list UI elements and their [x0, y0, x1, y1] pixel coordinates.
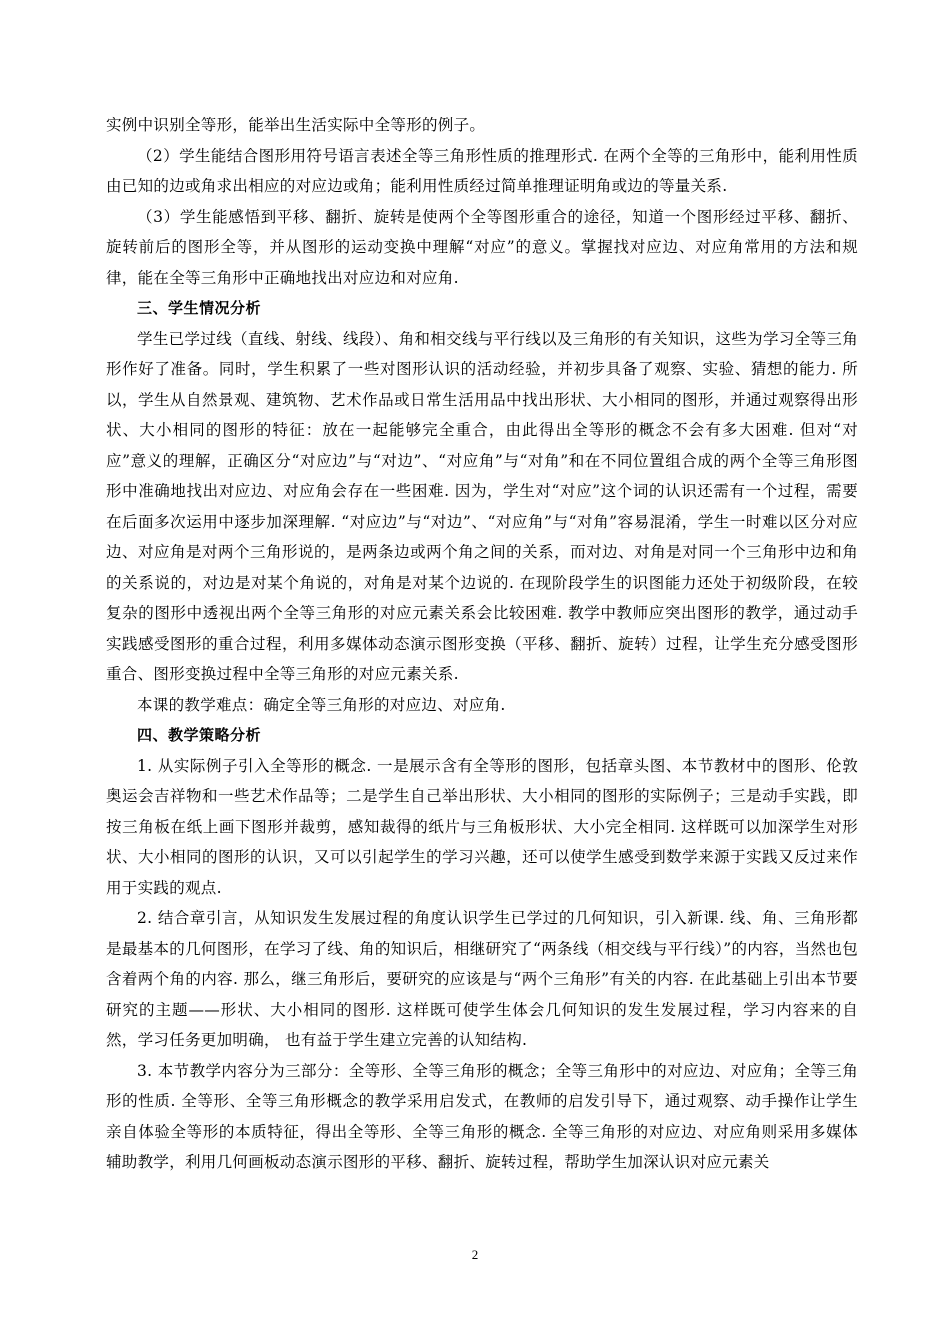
paragraph-student-analysis: 学生已学过线（直线、射线、线段）、角和相交线与平行线以及三角形的有关知识，这些为学习全等三角形作好了准备。同时，学生积累了一些对图形认识的活动经验，并初步具备了观察、实验、猜想的能力. 所以，学生从自然景观、建筑物、艺术作品或日常生活用品中找出形状、大小相同的图形，并通过观察得出形状、大小相同的图形的特征：放在一起能够完全重合，由此得出全等形的概念不会有多大困难. 但对“对应”意义的理解，正确区分“对应边”与“对边”、“对应角”与“对角”和在不同位置组合成的两个全等三角形图形中准确地找出对应边、对应角会存在一些困难. 因为，学生对“对应”这个词的认识还需有一个过程，需要在后面多次运用中逐步加深理解. “对应边”与“对边”、“对应角”与“对角”容易混淆，学生一时难以区分对应边、对应角是对两个三角形说的，是两条边或两个角之间的关系，而对边、对角是对同一个三角形中边和角的关系说的，对边是对某个角说的，对角是对某个边说的. 在现阶段学生的识图能力还处于初级阶段，在较复杂的图形中透视出两个全等三角形的对应元素关系会比较困难. 教学中教师应突出图形的教学，通过动手实践感受图形的重合过程，利用多媒体动态演示图形变换（平移、翻折、旋转）过程，让学生充分感受图形重合、图形变换过程中全等三角形的对应元素关系. — [106, 329, 858, 683]
paragraph-teaching-difficulty: 本课的教学难点：确定全等三角形的对应边、对应角. — [137, 695, 506, 714]
page-number: 2 — [471, 1247, 479, 1262]
paragraph-continuation: 实例中识别全等形，能举出生活实际中全等形的例子。 — [106, 116, 486, 134]
section-heading-teaching-strategy: 四、教学策略分析 — [137, 726, 262, 744]
paragraph-strategy-3: 3. 本节教学内容分为三部分：全等形、全等三角形的概念；全等三角形中的对应边、对应角；全等三角形的性质. 全等形、全等三角形概念的教学采用启发式，在教师的启发引导下，通过观察、动手操作让学生亲自体验全等形的本质特征，得出全等形、全等三角形的概念. 全等三角形的对应边、对应角则采用多媒体辅助教学，利用几何画板动态演示图形的平移、翻折、旋转过程，帮助学生加深认识对应元素关 — [106, 1061, 858, 1171]
paragraph-objective-3: （3）学生能感悟到平移、翻折、旋转是使两个全等图形重合的途径，知道一个图形经过平移、翻折、旋转前后的图形全等，并从图形的运动变换中理解“对应”的意义。掌握找对应边、对应角常用的方法和规律，能在全等三角形中正确地找出对应边和对应角. — [106, 207, 858, 287]
paragraph-strategy-1: 1. 从实际例子引入全等形的概念. 一是展示含有全等形的图形，包括章头图、本节教材中的图形、伦敦奥运会吉祥物和一些艺术作品等；二是学生自己举出形状、大小相同的图形的实际例子；三是动手实践，即按三角板在纸上画下图形并裁剪，感知裁得的纸片与三角板形状、大小完全相同. 这样既可以加深学生对形状、大小相同的图形的认识，又可以引起学生的学习兴趣，还可以使学生感受到数学来源于实践又反过来作用于实践的观点. — [106, 756, 858, 897]
paragraph-strategy-2: 2. 结合章引言，从知识发生发展过程的角度认识学生已学过的几何知识，引入新课. 线、角、三角形都是最基本的几何图形，在学习了线、角的知识后，相继研究了“两条线（相交线与平行线）”的内容，当然也包含着两个角的内容. 那么，继三角形后，要研究的应该是与“两个三角形”有关的内容. 在此基础上引出本节要研究的主题——形状、大小相同的图形. 这样既可使学生体会几何知识的发生发展过程，学习内容来的自然，学习任务更加明确， 也有益于学生建立完善的认知结构. — [106, 909, 858, 1049]
section-heading-student-analysis: 三、学生情况分析 — [137, 299, 262, 317]
paragraph-objective-2: （2）学生能结合图形用符号语言表述全等三角形性质的推理形式. 在两个全等的三角形中，能利用性质由已知的边或角求出相应的对应边或角；能利用性质经过简单推理证明角或边的等量关系. — [106, 146, 858, 195]
